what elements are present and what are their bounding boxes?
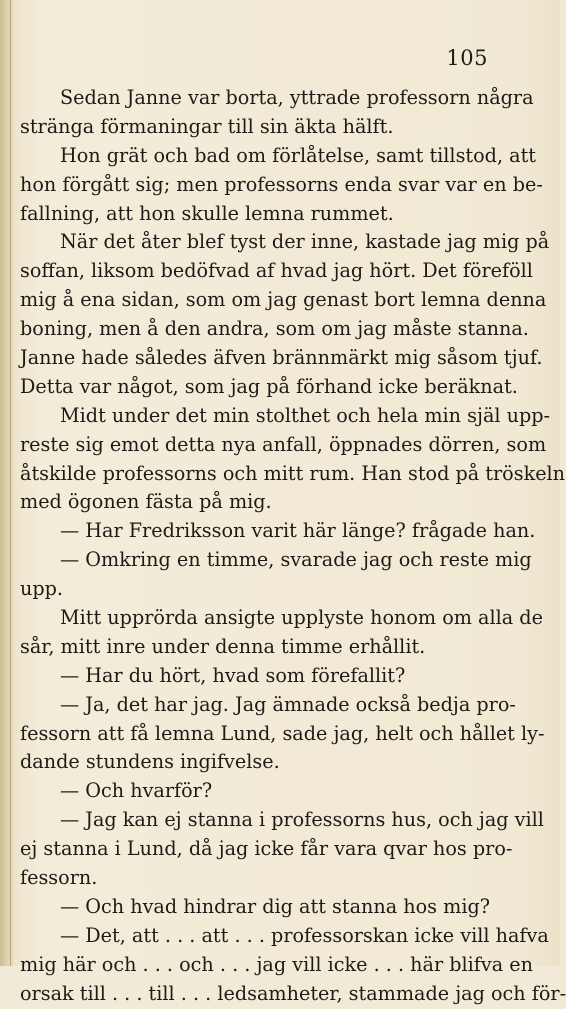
text-line: dande stundens ingifvelse. — [20, 750, 280, 774]
text-line: mig å ena sidan, som om jag genast bort lemna denna — [20, 288, 547, 312]
text-line: — Det, att . . . att . . . professorskan icke vill hafva — [60, 923, 549, 947]
text-line: — Har du hört, hvad som förefallit? — [60, 663, 406, 687]
text-line: Mitt upprörda ansigte upplyste honom om alla de — [60, 606, 543, 630]
text-line: boning, men å den andra, som om jag måste stanna. — [20, 317, 529, 341]
text-line: fessorn att få lemna Lund, sade jag, helt och hållet ly- — [20, 721, 545, 745]
text-line: — Ja, det har jag. Jag ämnade också bedja pro- — [60, 692, 516, 716]
page-number: 105 — [446, 46, 488, 70]
text-line: Hon grät och bad om förlåtelse, samt tillstod, att — [60, 143, 537, 167]
text-line: orsak till . . . till . . . ledsamheter, stammade jag och för- — [20, 981, 566, 1005]
text-line: — Har Fredriksson varit här länge? frågade han. — [60, 519, 536, 543]
text-line: fessorn. — [20, 866, 98, 890]
text-line: Sedan Janne var borta, yttrade professorn några — [60, 86, 534, 109]
text-line: ej stanna i Lund, då jag icke får vara qvar hos pro- — [20, 837, 513, 861]
text-line: soffan, liksom bedöfvad af hvad jag hört. Det föreföll — [20, 259, 533, 283]
text-line: upp. — [20, 577, 64, 601]
text-line: — Jag kan ej stanna i professorns hus, och jag vill — [60, 808, 544, 832]
text-line: — Och hvad hindrar dig att stanna hos mig? — [60, 894, 491, 918]
text-line: reste sig emot detta nya anfall, öppnades dörren, som — [20, 432, 547, 456]
text-line: åtskilde professorns och mitt rum. Han stod på tröskeln — [20, 461, 566, 485]
text-line: — Omkring en timme, svarade jag och reste mig — [60, 548, 532, 572]
page-binding-edge — [0, 0, 14, 966]
text-line: stränga förmaningar till sin äkta hälft. — [20, 114, 394, 138]
text-line: — Och hvarför? — [60, 779, 213, 803]
body-text — [20, 84, 566, 1009]
text-line: mig här och . . . och . . . jag vill icke . . . här blifva en — [20, 952, 533, 976]
text-line: hon förgått sig; men professorns enda svar var en be- — [20, 172, 543, 196]
text-line: Detta var något, som jag på förhand icke beräknat. — [20, 374, 518, 398]
text-line: med ögonen fästa på mig. — [20, 490, 272, 514]
text-line: fallning, att hon skulle lemna rummet. — [20, 201, 394, 225]
text-line: sår, mitt inre under denna timme erhållit. — [20, 634, 426, 658]
text-line: Janne hade således äfven brännmärkt mig såsom tjuf. — [20, 346, 543, 370]
binding-line — [10, 0, 11, 966]
text-line: Midt under det min stolthet och hela min själ upp- — [60, 403, 551, 427]
text-line: När det åter blef tyst der inne, kastade jag mig på — [60, 230, 550, 254]
